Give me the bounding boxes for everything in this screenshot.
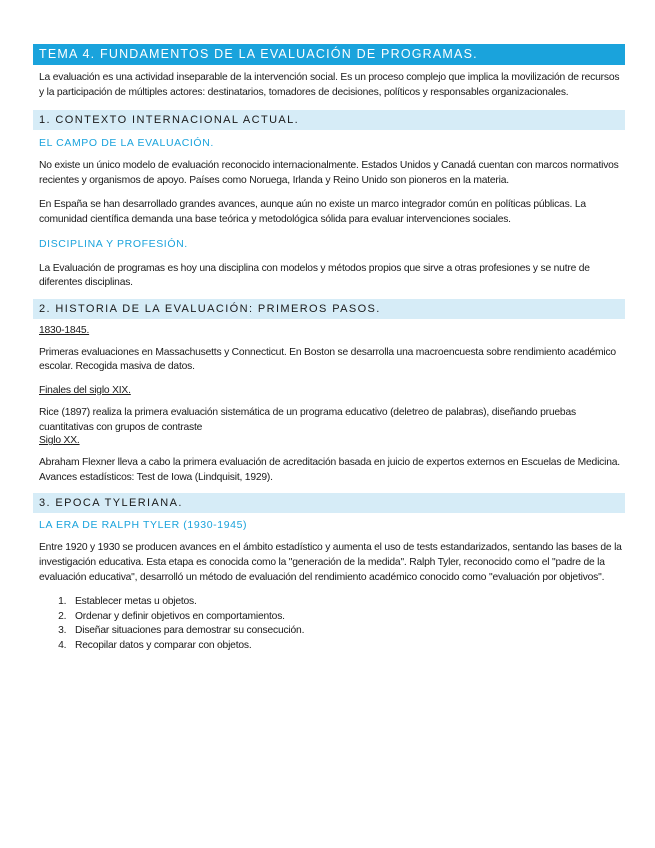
intro-paragraph: La evaluación es una actividad inseparable de la intervención social. Es un proceso complejo que implica la movilización de recursos y la participación de múltiples actores: destinatarios, tomadores de decisiones, políticos y responsables organizacionales. — [39, 72, 620, 98]
paragraph-tyler: Entre 1920 y 1930 se producen avances en el ámbito estadístico y aumenta el uso de tests estandarizados, sentando las bases de la investigación educativa. Esta etapa es conocida como la "generación de la medida". Ralph Tyler, reconocido como el "padre de la evaluación educativa", desarrolló un método de evaluación del rendimiento académico conocido como "evaluación por objetivos". — [39, 542, 622, 583]
period-finales-xix: Finales del siglo XIX. — [39, 384, 131, 396]
section-heading-tyleriana: 3. EPOCA TYLERIANA. — [33, 493, 625, 513]
section-heading-contexto: 1. CONTEXTO INTERNACIONAL ACTUAL. — [33, 110, 625, 130]
subheading-disciplina: DISCIPLINA Y PROFESIÓN. — [39, 237, 188, 250]
paragraph-disciplina: La Evaluación de programas es hoy una disciplina con modelos y métodos propios que sirve a otras profesiones y se nutre de diferentes disciplinas. — [39, 262, 590, 289]
period-1830: 1830-1845. — [39, 324, 90, 336]
subheading-campo-evaluacion: EL CAMPO DE LA EVALUACIÓN. — [39, 137, 214, 150]
period-siglo-xx: Siglo XX. — [39, 435, 80, 447]
paragraph-espana: En España se han desarrollado grandes avances, aunque aún no existe un marco integrador común en políticas públicas. La comunidad científica demanda una base teórica y metodológica sólida para evaluar intervenciones sociales. — [39, 199, 586, 225]
list-item: 2. Ordenar y definir objetivos en comportamientos. — [69, 610, 625, 625]
document-title: TEMA 4. FUNDAMENTOS DE LA EVALUACIÓN DE PROGRAMAS. — [33, 44, 625, 65]
subheading-ralph-tyler: LA ERA DE RALPH TYLER (1930-1945) — [39, 519, 248, 532]
paragraph-massachusetts: Primeras evaluaciones en Massachusetts y Connecticut. En Boston se desarrolla una macroencuesta sobre rendimiento académico escolar. Recogida masiva de datos. — [39, 346, 616, 373]
section-heading-historia: 2. HISTORIA DE LA EVALUACIÓN: PRIMEROS PASOS. — [33, 299, 625, 319]
tyler-steps-list — [33, 595, 625, 653]
paragraph-rice: Rice (1897) realiza la primera evaluación sistemática de un programa educativo (deletreo de palabras), diseñando pruebas cuantitativas con grupos de contraste — [39, 406, 576, 433]
paragraph-flexner: Abraham Flexner lleva a cabo la primera evaluación de acreditación basada en juicio de expertos externos en Escuelas de Medicina. Avances estadísticos: Test de Iowa (Lindquisit, 1929). — [39, 457, 620, 483]
document-page — [33, 44, 625, 653]
paragraph-modelos: No existe un único modelo de evaluación reconocido internacionalmente. Estados Unidos y Canadá cuentan con marcos normativos recientes y organismos de apoyo. Países como Noruega, Irlanda y Reino Unido son pioneros en la materia. — [39, 160, 619, 186]
list-item: 1. Establecer metas u objetos. — [69, 595, 625, 610]
list-item: 3. Diseñar situaciones para demostrar su consecución. — [69, 624, 625, 639]
list-item: 4. Recopilar datos y comparar con objetos. — [69, 639, 625, 654]
